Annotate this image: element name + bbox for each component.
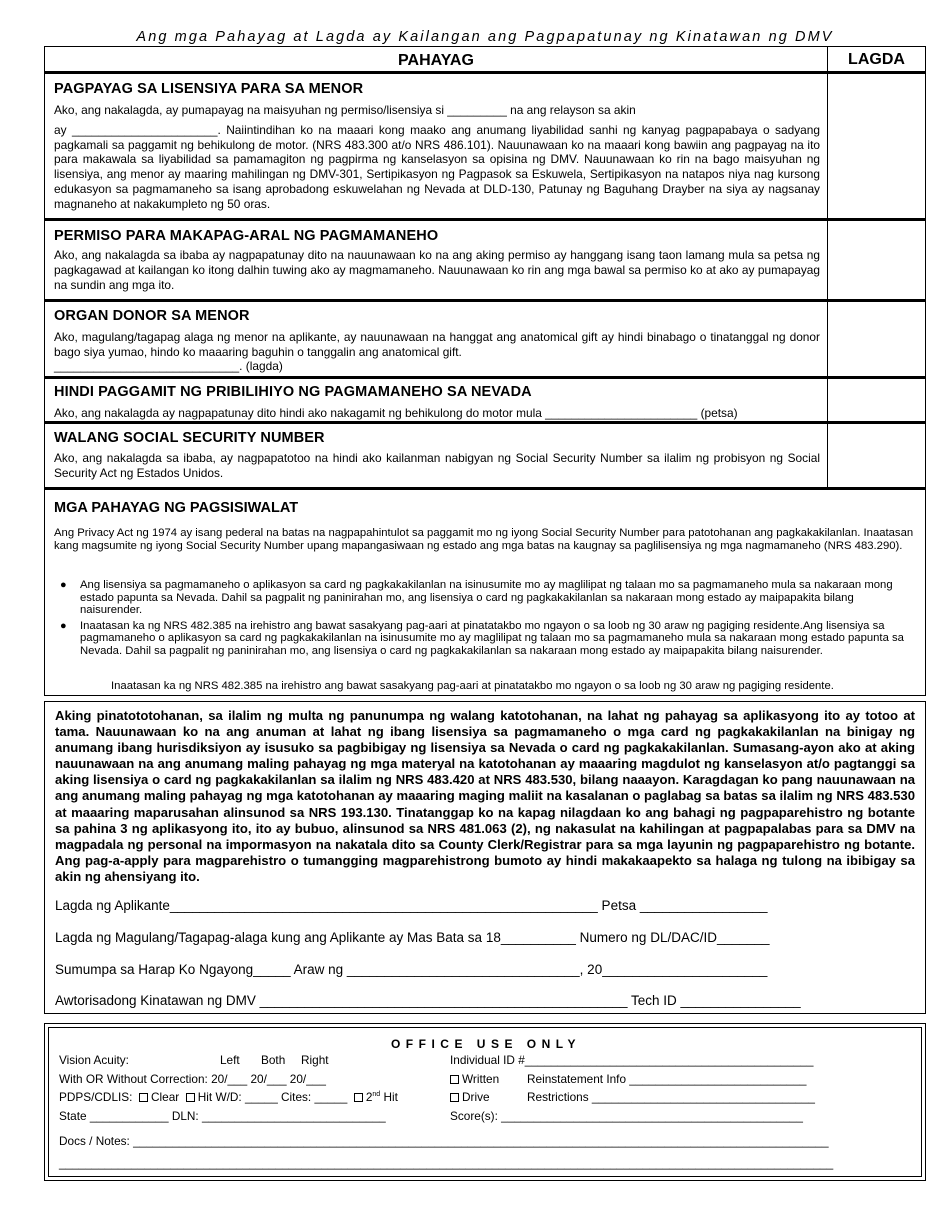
restrictions-line[interactable]: Restrictions __________________________________ [527,1090,815,1104]
bullet-icon: ● [60,619,67,632]
section-text: Ako, ang nakalagda sa ibaba, ay nagpapatotoo na hindi ako kailanman nabigyan ng Social Security Number sa ilalim ng probisyon ng Social Security Act ng Estados Unidos. [54,451,820,480]
signature-cell-nevada-privilege[interactable] [828,379,925,421]
consent-line: Ako, ang nakalagda, ay pumapayag na maisyuhan ng permiso/lisensiya si _________ na ang relayson sa akin [54,103,636,117]
correction-line[interactable]: With OR Without Correction: 20/___ 20/___ 20/___ [59,1072,326,1086]
sworn-date-line[interactable]: Sumumpa sa Harap Ko Ngayong_____ Araw ng _______________________________, 20______________________ [55,962,768,977]
declarations-table [44,46,926,696]
table-header [45,47,925,74]
form-header-title: Ang mga Pahayag at Lagda ay Kailangan ang Pagpapatunay ng Kinatawan ng DMV [136,29,834,45]
scores-line[interactable]: Score(s): ______________________________________________ [450,1109,803,1123]
office-use-title: OFFICE USE ONLY [390,1037,582,1051]
list-item-text: Ang lisensiya sa pagmamaneho o aplikasyon sa card ng pagkakakilanlan na isinusumite mo ay maglilipat ng talaan mo sa pagmamaneho mula sa nakaraan mong estado papunta sa Nevada. Dahil sa pagpalit ng paninirahan mo, ang lisensiya o card ng pagkakakilanlan sa nakaraan mong estado ay maipapakita bilang naisurender. [80,579,893,617]
list-item-text: Inaatasan ka ng NRS 482.385 na irehistro ang bawat sasakyang pag-aari at pinatatakbo mo ngayon o sa loob ng 30 araw ng pagiging residente.Ang lisensiya sa pagmamaneho o aplikasyon sa card ng pagkakakilanlan na isinusumite mo ay maglilipat ng talaan mo sa pagmamaneho mula sa nakaraan mong estado papunta sa Nevada. Dahil sa pagpalit ng paninirahan mo, ang lisensiya o card ng pagkakakilanlan sa nakaraan mong estado ay maipapakita bilang naisurender. [80,619,904,657]
section-no-ssn [45,424,925,490]
applicant-signature-line[interactable]: Lagda ng Aplikante_________________________________________________________ Petsa _________________ [55,898,768,913]
hit-wd-checkbox[interactable] [186,1093,195,1102]
signature-cell-minor-consent[interactable] [828,74,925,218]
vision-left-label: Left [220,1053,240,1067]
drive-row [450,1090,490,1104]
bullet-icon: ● [60,579,67,591]
written-checkbox[interactable] [450,1075,459,1084]
second-hit-suffix: nd [372,1091,381,1099]
pdps-label: PDPS/CDLIS: [59,1090,133,1104]
section-title: MGA PAHAYAG NG PAGSISIWALAT [54,500,299,516]
clear-label: Clear [151,1090,180,1104]
parent-signature-line[interactable]: Lagda ng Magulang/Tagapag-alaga kung ang Aplikante ay Mas Bata sa 18__________ Numero ng DL/DAC/ID_______ [55,930,770,945]
disclosure-intro: Ang Privacy Act ng 1974 ay isang pederal na batas na nagpapahintulot sa paggamit mo ng iyong Social Security Number para patotohanan ang pagkakakilanlan. Inaatasan kang magsumite ng iyong Social Security Number upang mapangasiwaan ng estado ang mga batas na kaugnay sa paglilisensiya ng mga nagmamaneho (NRS 483.290). [54,527,914,553]
section-title: WALANG SOCIAL SECURITY NUMBER [54,430,325,446]
section-nevada-privilege [45,379,925,424]
second-hit-checkbox[interactable] [354,1093,363,1102]
section-learner-permit [45,221,925,302]
dmv-representative-line[interactable]: Awtorisadong Kinatawan ng DMV _________________________________________________ Tech ID ________________ [55,993,801,1008]
office-use-inner [48,1027,922,1177]
section-disclosure [45,490,925,695]
disclosure-tail: Inaatasan ka ng NRS 482.385 na irehistro ang bawat sasakyang pag-aari at pinatatakbo mo ngayon o sa loob ng 30 araw ng pagiging residente. [111,680,834,692]
section-title: PAGPAYAG SA LISENSIYA PARA SA MENOR [54,81,364,97]
section-minor-consent [45,74,925,221]
signature-cell-no-ssn[interactable] [828,424,925,487]
list-item [54,579,918,617]
written-row [450,1072,499,1086]
state-dln-line[interactable]: State ____________ DLN: ____________________________ [59,1109,386,1123]
clear-checkbox[interactable] [139,1093,148,1102]
pdps-line [59,1090,398,1104]
docs-notes-line[interactable]: Docs / Notes: __________________________________________________________________________________________________________ [59,1134,829,1148]
second-hit-rest: Hit [380,1090,398,1104]
drive-checkbox[interactable] [450,1093,459,1102]
section-text [54,103,820,212]
drive-label: Drive [462,1090,490,1104]
organ-donor-sign-line: ____________________________. (lagda) [54,358,283,373]
signature-cell-organ-donor[interactable] [828,302,925,376]
section-text: Ako, ang nakalagda ay nagpapatunay dito hindi ako nakagamit ng behikulong do motor mula _______________________ (petsa) [54,406,738,420]
hit-wd-label: Hit W/D: _____ Cites: _____ [197,1090,348,1104]
list-item [54,620,918,658]
header-statements: PAHAYAG [398,52,474,69]
disclosure-list [54,579,918,661]
signature-cell-learner-permit[interactable] [828,221,925,299]
organ-donor-body: Ako, magulang/tagapag alaga ng menor na aplikante, ay nauunawaan na hanggat ang anatomical gift ay hindi binabago o tinatanggal ng donor bago siya yumao, hindo ko maaaring baguhin o tanggalin ang anatomical gift. [54,330,820,359]
vision-acuity-label: Vision Acuity: [59,1053,129,1067]
reinstatement-line[interactable]: Reinstatement Info ___________________________ [527,1072,807,1086]
written-label: Written [462,1072,500,1086]
certification-text: Aking pinatototohanan, sa ilalim ng multa ng panunumpa ng walang katotohanan, na lahat ng pahayag sa aplikasyong ito ay totoo at tama. Nauunawaan ko na ang anuman at lahat ng ibang lisensiya sa pagmamaneho o mga card ng pagkakakilanlan na binigay ng anumang ibang hurisdiksiyon ay isusuko sa pagbibigay ng lisensiya sa Nevada o card ng pagkakakilanlan. Sumasang-ayon ako at aking nauunawaan na ang anumang maling pahayag ng mga materyal na katotohanan ay maaaring magdulot ng kanselasyon at/o pagtanggi sa aking lisensiya o card ng pagkakakilanlan sa ilalim ng NRS 483.420 at NRS 483.530, bilang naaayon. Karagdagan ko pang nauunawaan na ang anumang maling pahayag ng mga katotohanan ay maaaring maging maliit na kasalanan o paglabag sa batas sa ilalim ng NRS 483.530 at maaaring maparusahan alinsunod sa NRS 193.130. Tinatanggap ko na kapag nilagdaan ko ang bahagi ng pagpaparehistro ng botante sa pahina 3 ng aplikasyong ito, ito ay bubuo, alinsunod sa NRS 481.063 (2), ng nakasulat na kahilingan at pagpapalabas para sa DMV na magpadala ng personal na impormasyon na nakatala dito sa County Clerk/Registrar para sa mga layunin ng pagpaparehistro ng botante. Ang pag-a-apply para magparehistro o tumangging magparehistrong bumoto ay hindi makakaapekto sa halaga ng tulong na ibibigay sa akin ng ahensiyang ito. [55,708,915,884]
docs-notes-line-2[interactable]: ______________________________________________________________________________________________________________________ [59,1156,834,1170]
section-text [54,330,820,373]
second-hit-label: 2 [365,1090,373,1104]
section-title: PERMISO PARA MAKAPAG-ARAL NG PAGMAMANEHO [54,228,439,244]
section-title: ORGAN DONOR SA MENOR [54,308,250,324]
header-signature: LAGDA [848,51,905,68]
individual-id-line[interactable]: Individual ID #____________________________________________ [450,1053,814,1067]
vision-both-label: Both [261,1053,286,1067]
vision-right-label: Right [301,1053,329,1067]
section-title: HINDI PAGGAMIT NG PRIBILIHIYO NG PAGMAMANEHO SA NEVADA [54,384,532,400]
section-text: Ako, ang nakalagda sa ibaba ay nagpapatunay dito na nauunawaan ko na ang aking permiso ay hanggang isang taon lamang mula sa petsa ng pagkagawad at kailangan ko itong dalhin tuwing ako ay magmamaneho. Nauunawaan ko rin ang mga bawal sa permiso ko at ako ay pumapayag na sundin ang mga ito. [54,248,820,292]
certification-box [44,701,926,1014]
section-organ-donor [45,302,925,379]
consent-body: ay ______________________. Naiintindihan ko na maaari kong maako ang anumang liyabilidad sanhi ng kanyag pagpapabaya o sadyang pagkamali sa paggamit ng behikulong de motor. (NRS 483.300 at/o NRS 486.101). Nauunawaan ko na maaari kong bawiin ang pagpayag na ito para makawala sa liyabilidad sa pamamagiton ng pagpirma ng kanselasyon sa opisina ng DMV. Nauunawaan ko rin na bago maisyuhan ng lisensiya, ang menor ay maaring mahilingan ng DMV-301, Sertipikasyon ng Pagpasok sa Eskuwela, Sertipikasyon na natapos niya nag kursong edukasyon sa pagmamaneho sa isang aprobadong eskuwelahan ng Nevada at DLD-130, Patunay ng Baguhang Drayber na siya ay nagsanay magnaneho at nakakumpleto ng 50 oras. [54,122,820,211]
office-use-box [44,1023,926,1181]
